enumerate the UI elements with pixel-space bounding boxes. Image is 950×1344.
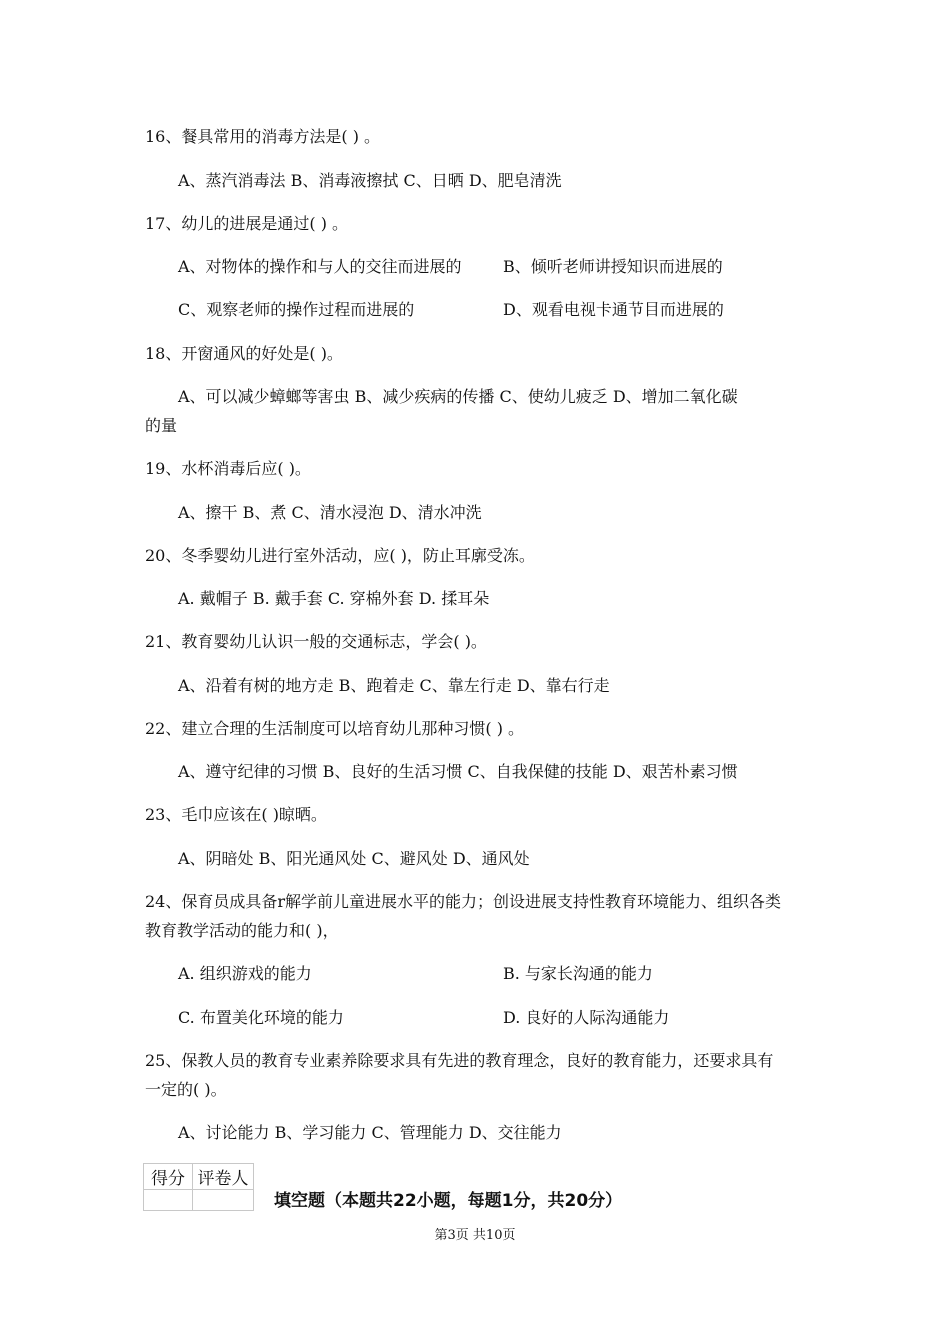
score-label: 得分 [144,1164,193,1190]
question-18-stem: 18、开窗通风的好处是( )。 [145,344,343,363]
question-24-stem-continued: 教育教学活动的能力和( )， [145,921,339,940]
page-footer: 第3页 共10页 [434,1228,516,1243]
question-23-options: A、阴暗处 B、阳光通风处 C、避风处 D、通风处 [178,849,530,868]
question-22-stem: 22、建立合理的生活制度可以培育幼儿那种习惯( ) 。 [145,719,525,738]
question-17-option-b: B、倾听老师讲授知识而进展的 [503,257,723,276]
section-title: 填空题（本题共22小题，每题1分，共20分） [274,1191,623,1211]
question-24-option-c: C. 布置美化环境的能力 [178,1008,344,1027]
question-23-stem: 23、毛巾应该在( )晾晒。 [145,805,327,824]
question-17-option-c: C、观察老师的操作过程而进展的 [178,300,415,319]
question-18-options: A、可以减少蟑螂等害虫 B、减少疾病的传播 C、使幼儿疲乏 D、增加二氧化碳 [178,387,738,406]
question-18-options-continued: 的量 [145,416,178,435]
question-20-options: A. 戴帽子 B. 戴手套 C. 穿棉外套 D. 揉耳朵 [178,589,490,608]
question-24-stem: 24、保育员成具备r解学前儿童进展水平的能力；创设进展支持性教育环境能力、组织各类 [145,892,782,911]
question-24-option-b: B. 与家长沟通的能力 [503,964,653,983]
question-21-stem: 21、教育婴幼儿认识一般的交通标志，学会( )。 [145,632,487,651]
question-25-options: A、讨论能力 B、学习能力 C、管理能力 D、交往能力 [178,1123,562,1142]
question-24-option-a: A. 组织游戏的能力 [178,964,312,983]
question-25-stem-continued: 一定的( )。 [145,1080,227,1099]
question-24-option-d: D. 良好的人际沟通能力 [503,1008,670,1027]
question-21-options: A、沿着有树的地方走 B、跑着走 C、靠左行走 D、靠右行走 [178,676,610,695]
question-16-options: A、蒸汽消毒法 B、消毒液擦拭 C、日晒 D、肥皂清洗 [178,171,562,190]
question-25-stem: 25、保教人员的教育专业素养除要求具有先进的教育理念，良好的教育能力，还要求具有 [145,1051,774,1070]
score-box [143,1163,254,1211]
question-19-stem: 19、水杯消毒后应( )。 [145,459,311,478]
grader-cell [193,1190,254,1211]
question-22-options: A、遵守纪律的习惯 B、良好的生活习惯 C、自我保健的技能 D、艰苦朴素习惯 [178,762,738,781]
grader-label: 评卷人 [193,1164,254,1190]
question-17-option-a: A、对物体的操作和与人的交往而进展的 [178,257,462,276]
question-17-option-d: D、观看电视卡通节目而进展的 [503,300,724,319]
score-cell [144,1190,193,1211]
question-20-stem: 20、冬季婴幼儿进行室外活动，应( )，防止耳廓受冻。 [145,546,535,565]
question-16-stem: 16、餐具常用的消毒方法是( ) 。 [145,127,381,146]
question-17-stem: 17、幼儿的进展是通过( ) 。 [145,214,349,233]
question-19-options: A、擦干 B、煮 C、清水浸泡 D、清水冲洗 [178,503,482,522]
